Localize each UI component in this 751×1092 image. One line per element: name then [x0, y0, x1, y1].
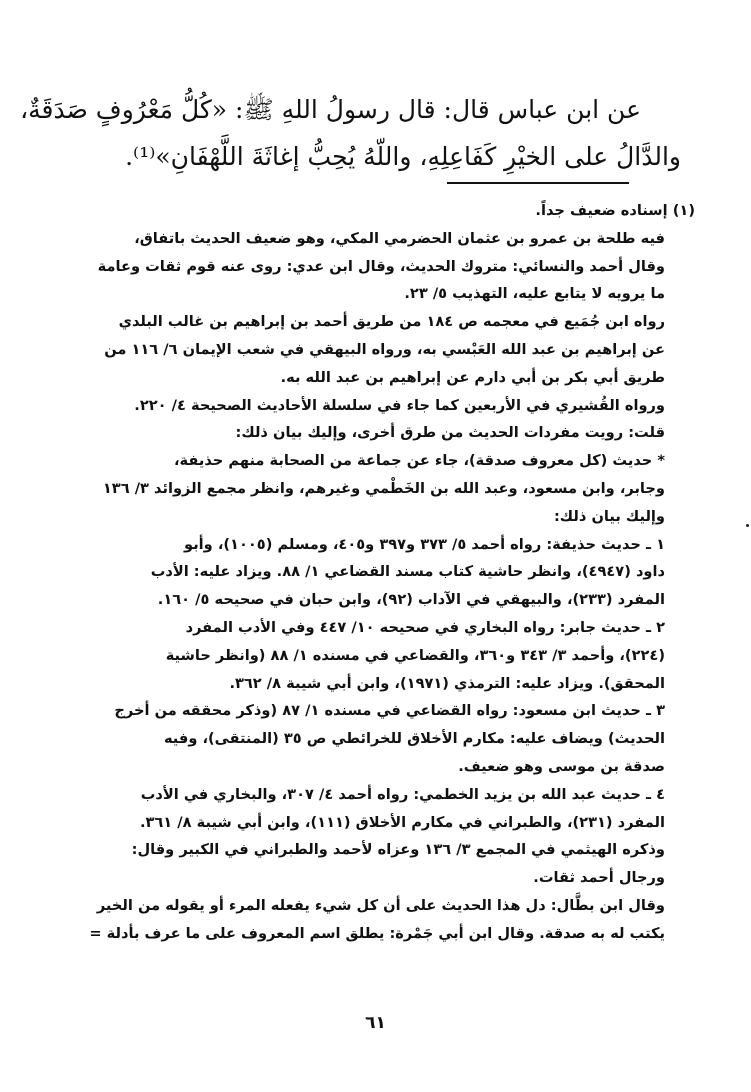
footnote-line: ١ ـ حديث حذيفة: رواه أحمد ٥/ ٣٧٣ و٣٩٧ و٤٠٥، ومسلم (١٠٠٥)، وأبو	[184, 535, 665, 553]
footnote-line: ورجال أحمد ثقات.	[533, 869, 665, 887]
hadith-text	[20, 86, 681, 180]
footnote-line: طريق أبي بكر بن أبي دارم عن إبراهيم بن عبد الله به.	[280, 368, 665, 386]
footnote-line: عن إبراهيم بن عبد الله العَبْسي به، ورواه البيهقي في شعب الإيمان ٦/ ١١٦ من	[104, 340, 665, 358]
footnote-line: ٤ ـ حديث عبد الله بن يزيد الخطمي: رواه أحمد ٤/ ٣٠٧، والبخاري في الأدب	[140, 785, 665, 803]
footnote-line: ٣ ـ حديث ابن مسعود: رواه القضاعي في مسنده ١/ ٨٧ (وذكر محققه من أخرج	[114, 702, 665, 720]
page-number: ٦١	[365, 1013, 386, 1033]
footnote-line: (١) إسناده ضعيف جداً.	[535, 202, 695, 219]
footnote-line: وقال أحمد والنسائي: متروك الحديث، وقال ابن عدي: روى عنه قوم ثقات وعامة	[97, 257, 665, 275]
footnote-separator	[447, 182, 629, 184]
footnotes	[80, 197, 695, 948]
footnote-line: ما يرويه لا يتابع عليه، التهذيب ٥/ ٢٣.	[404, 285, 665, 303]
footnote-line: ورواه القُشيري في الأربعين كما جاء في سلسلة الأحاديث الصحيحة ٤/ ٢٢٠.	[134, 396, 665, 414]
footnote-line: المحقق). ويزاد عليه: الترمذي (١٩٧١)، وابن أبي شيبة ٨/ ٣٦٢.	[229, 674, 665, 692]
footnote-line: الحديث) ويضاف عليه: مكارم الأخلاق للخرائطي ص ٣٥ (المنتقى)، وفيه	[163, 730, 665, 748]
footnote-line: فيه طلحة بن عمرو بن عثمان الحضرمي المكي، وهو ضعيف الحديث باتفاق،	[134, 229, 665, 247]
footnote-line: يكتب له به صدقة. وقال ابن أبي جَمْرة: يطلق اسم المعروف على ما عرف بأدلة =	[89, 924, 665, 942]
footnote-line: وقال ابن بطَّال: دل هذا الحديث على أن كل شيء يفعله المرء أو يقوله من الخير	[96, 896, 665, 914]
hadith-line-1: عن ابن عباس قال: قال رسولُ اللهِ ﷺ: «كُلُّ مَعْرُوفٍ صَدَقَةٌ،	[20, 95, 641, 124]
footnote-line: وجابر، وابن مسعود، وعبد الله بن الخَطْمي وغيرهم، وانظر مجمع الزوائد ٣/ ١٣٦	[102, 479, 665, 497]
footnote-line: ٢ ـ حديث جابر: رواه البخاري في صحيحه ١٠/ ٤٤٧ وفي الأدب المفرد	[185, 618, 665, 636]
footnote-line: داود (٤٩٤٧)، وانظر حاشية كتاب مسند القضاعي ١/ ٨٨. ويزاد عليه: الأدب	[150, 563, 665, 581]
footnote-line: قلت: رويت مفردات الحديث من طرق أخرى، وإليك بيان ذلك:	[235, 424, 665, 442]
footnote-line: * حديث (كل معروف صدقة)، جاء عن جماعة من الصحابة منهم حذيفة،	[173, 452, 665, 470]
footnote-line: وإليك بيان ذلك:	[553, 507, 665, 525]
footnote-line: وذكره الهيثمي في المجمع ٣/ ١٣٦ وعزاه لأحمد والطبراني في الكبير وقال:	[131, 841, 665, 859]
hadith-line-2: والدَّالُ على الخيْرِ كَفَاعِلِهِ، واللّهُ يُحِبُّ إغاثَةَ اللَّهْفَانِ»⁽¹⁾.	[125, 142, 681, 171]
footnote-line: صدقة بن موسى وهو ضعيف.	[458, 757, 665, 775]
footnote-line: المفرد (٢٣٣)، والبيهقي في الآداب (٩٢)، وابن حبان في صحيحه ٥/ ١٦٠.	[157, 591, 665, 609]
footnote-line: المفرد (٢٣١)، والطبراني في مكارم الأخلاق (١١١)، وابن أبي شيبة ٨/ ٣٦١.	[139, 813, 665, 831]
footnote-line: (٢٢٤)، وأحمد ٣/ ٣٤٣ و٣٦٠، والقضاعي في مسنده ١/ ٨٨ (وانظر حاشية	[165, 646, 665, 664]
footnote-line: رواه ابن جُمَيع في معجمه ص ١٨٤ من طريق أحمد بن إبراهيم بن غالب البلدي	[118, 313, 665, 331]
margin-dot	[746, 524, 749, 527]
